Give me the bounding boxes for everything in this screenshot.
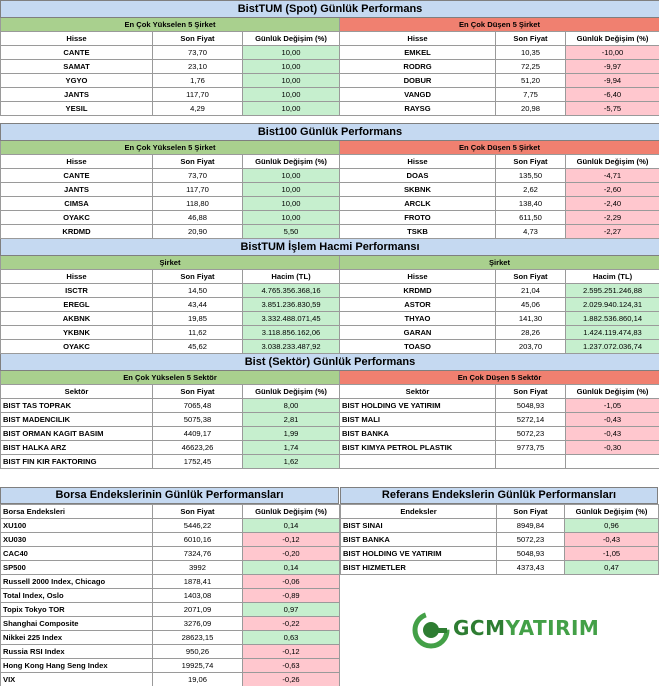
volume-volume: 3.038.233.487,92	[243, 340, 340, 354]
index-change: -0,06	[243, 575, 340, 589]
spot-price: 20,98	[496, 102, 566, 116]
volume-volume: 4.765.356.368,16	[243, 284, 340, 298]
index-name: XU030	[1, 533, 153, 547]
bist100-column-header-row	[1, 155, 659, 169]
sector-name: BIST TAS TOPRAK	[1, 399, 153, 413]
spot-change: -5,75	[566, 102, 659, 116]
volume-volume: 2.029.940.124,31	[566, 298, 659, 312]
sector-change: -1,05	[566, 399, 659, 413]
index-change: -0,63	[243, 659, 340, 673]
table-row	[341, 547, 659, 561]
table-row	[1, 46, 659, 60]
index-change: -1,05	[565, 547, 659, 561]
table-row	[1, 659, 340, 673]
sector-change: -0,43	[566, 427, 659, 441]
spot-price: 23,10	[153, 60, 243, 74]
bist100-price: 611,50	[496, 211, 566, 225]
sector-price: 7065,48	[153, 399, 243, 413]
sector-name: BIST ORMAN KAGIT BASIM	[1, 427, 153, 441]
spot-name: RODRG	[340, 60, 496, 74]
table-row	[1, 455, 659, 469]
index-change: 0,97	[243, 603, 340, 617]
bist100-name: TSKB	[340, 225, 496, 239]
index-price: 19925,74	[153, 659, 243, 673]
index-change: -0,26	[243, 673, 340, 686]
spot-column-header: Son Fiyat	[496, 32, 566, 46]
sector-column-header: Günlük Değişim (%)	[566, 385, 659, 399]
table-row	[1, 225, 659, 239]
index-name: Total Index, Oslo	[1, 589, 153, 603]
volume-volume: 1.237.072.036,74	[566, 340, 659, 354]
sector-change: -0,43	[566, 413, 659, 427]
table-row	[1, 312, 659, 326]
volume-price: 43,44	[153, 298, 243, 312]
gcm-logo-icon	[411, 610, 451, 650]
bist100-change: -2,29	[566, 211, 659, 225]
table-row	[341, 561, 659, 575]
borsa-column-header: Borsa Endeksleri	[1, 505, 153, 519]
spot-change: 10,00	[243, 46, 340, 60]
index-name: Topix Tokyo TOR	[1, 603, 153, 617]
spot-column-header: Günlük Değişim (%)	[243, 32, 340, 46]
volume-name: YKBNK	[1, 326, 153, 340]
spot-price: 117,70	[153, 88, 243, 102]
spot-change: -6,40	[566, 88, 659, 102]
bist100-price: 73,70	[153, 169, 243, 183]
index-price: 28623,15	[153, 631, 243, 645]
bist100-price: 20,90	[153, 225, 243, 239]
volume-price: 45,62	[153, 340, 243, 354]
spot-name: YESIL	[1, 102, 153, 116]
table-row	[1, 102, 659, 116]
volume-column-header: Hisse	[1, 270, 153, 284]
sector-name: BIST MALI	[340, 413, 496, 427]
referans-section	[340, 487, 658, 575]
index-price: 3276,09	[153, 617, 243, 631]
volume-column-header: Hacim (TL)	[243, 270, 340, 284]
sector-change: 8,00	[243, 399, 340, 413]
table-row	[1, 575, 340, 589]
sector-change	[566, 455, 659, 469]
bist100-change: -2,40	[566, 197, 659, 211]
table-row	[1, 519, 340, 533]
spot-name: YGYO	[1, 74, 153, 88]
index-price: 950,26	[153, 645, 243, 659]
volume-name: OYAKC	[1, 340, 153, 354]
volume-volume: 3.332.488.071,45	[243, 312, 340, 326]
spot-change: -9,94	[566, 74, 659, 88]
index-name: Shanghai Composite	[1, 617, 153, 631]
sector-name: BIST KIMYA PETROL PLASTIK	[340, 441, 496, 455]
bist100-column-header: Son Fiyat	[496, 155, 566, 169]
table-row	[1, 533, 340, 547]
table-row	[1, 399, 659, 413]
index-change: 0,47	[565, 561, 659, 575]
spot-change: 10,00	[243, 74, 340, 88]
index-price: 4373,43	[497, 561, 565, 575]
sector-price: 46623,26	[153, 441, 243, 455]
index-name: VIX	[1, 673, 153, 686]
spacer	[1, 116, 659, 124]
spot-change: 10,00	[243, 102, 340, 116]
volume-column-header: Son Fiyat	[153, 270, 243, 284]
sector-left-group-title: En Çok Yükselen 5 Sektör	[1, 371, 340, 385]
spot-column-header: Son Fiyat	[153, 32, 243, 46]
referans-column-header: Endeksler	[341, 505, 497, 519]
spot-column-header: Hisse	[340, 32, 496, 46]
spacer-row	[1, 116, 659, 124]
spot-name: DOBUR	[340, 74, 496, 88]
spot-title: BistTUM (Spot) Günlük Performans	[1, 1, 659, 18]
spot-price: 10,35	[496, 46, 566, 60]
index-name: Russell 2000 Index, Chicago	[1, 575, 153, 589]
bist100-price: 2,62	[496, 183, 566, 197]
index-price: 1403,08	[153, 589, 243, 603]
sector-change: 1,99	[243, 427, 340, 441]
sector-name: BIST FIN KIR FAKTORING	[1, 455, 153, 469]
index-name: SP500	[1, 561, 153, 575]
index-change: 0,96	[565, 519, 659, 533]
volume-price: 28,26	[496, 326, 566, 340]
table-row	[1, 60, 659, 74]
sector-name: BIST BANKA	[340, 427, 496, 441]
bist100-change: 10,00	[243, 211, 340, 225]
sector-name: BIST HALKA ARZ	[1, 441, 153, 455]
sector-price: 5048,93	[496, 399, 566, 413]
index-price: 3992	[153, 561, 243, 575]
bist100-right-group-title: En Çok Düşen 5 Şirket	[340, 141, 659, 155]
table-row	[1, 441, 659, 455]
table-row	[1, 561, 340, 575]
index-change: 0,14	[243, 561, 340, 575]
index-name: CAC40	[1, 547, 153, 561]
volume-name: AKBNK	[1, 312, 153, 326]
spot-name: RAYSG	[340, 102, 496, 116]
table-row	[1, 298, 659, 312]
index-price: 5446,22	[153, 519, 243, 533]
index-price: 5072,23	[497, 533, 565, 547]
sector-change: 2,81	[243, 413, 340, 427]
bist100-change: 10,00	[243, 197, 340, 211]
bist100-name: DOAS	[340, 169, 496, 183]
index-change: -0,20	[243, 547, 340, 561]
volume-left-group-title: Şirket	[1, 256, 340, 270]
table-row	[1, 673, 340, 686]
bist100-column-header: Hisse	[1, 155, 153, 169]
bist100-change: -4,71	[566, 169, 659, 183]
bist100-change: 10,00	[243, 169, 340, 183]
sector-change: 1,74	[243, 441, 340, 455]
sector-price: 5075,38	[153, 413, 243, 427]
sector-name: BIST HOLDING VE YATIRIM	[340, 399, 496, 413]
table-row	[1, 617, 340, 631]
spot-name: CANTE	[1, 46, 153, 60]
bist100-name: OYAKC	[1, 211, 153, 225]
sector-column-header: Son Fiyat	[496, 385, 566, 399]
volume-name: EREGL	[1, 298, 153, 312]
index-price: 1878,41	[153, 575, 243, 589]
sector-name: BIST MADENCILIK	[1, 413, 153, 427]
spot-change: 10,00	[243, 88, 340, 102]
borsa-column-header: Günlük Değişim (%)	[243, 505, 340, 519]
bist100-price: 138,40	[496, 197, 566, 211]
spot-name: EMKEL	[340, 46, 496, 60]
referans-column-header-row	[341, 505, 659, 519]
volume-price: 21,04	[496, 284, 566, 298]
bist100-name: KRDMD	[1, 225, 153, 239]
borsa-column-header: Son Fiyat	[153, 505, 243, 519]
volume-volume: 3.851.236.830,59	[243, 298, 340, 312]
table-row	[1, 211, 659, 225]
table-row	[1, 589, 340, 603]
bist100-name: ARCLK	[340, 197, 496, 211]
spot-price: 72,25	[496, 60, 566, 74]
bist100-name: FROTO	[340, 211, 496, 225]
volume-name: GARAN	[340, 326, 496, 340]
spot-change: -9,97	[566, 60, 659, 74]
volume-price: 11,62	[153, 326, 243, 340]
sector-price: 1752,45	[153, 455, 243, 469]
bist100-title-row	[1, 124, 659, 141]
volume-title: BistTUM İşlem Hacmi Performansı	[1, 239, 659, 256]
index-price: 8949,84	[497, 519, 565, 533]
index-price: 7324,76	[153, 547, 243, 561]
index-name: BIST HIZMETLER	[341, 561, 497, 575]
bist100-column-header: Günlük Değişim (%)	[243, 155, 340, 169]
sector-price: 5272,14	[496, 413, 566, 427]
bist100-name: SKBNK	[340, 183, 496, 197]
index-change: 0,14	[243, 519, 340, 533]
spot-name: JANTS	[1, 88, 153, 102]
table-row	[1, 631, 340, 645]
table-row	[1, 547, 340, 561]
volume-right-group-title: Şirket	[340, 256, 659, 270]
bist100-change: -2,60	[566, 183, 659, 197]
spot-change: 10,00	[243, 60, 340, 74]
table-row	[1, 645, 340, 659]
index-change: 0,63	[243, 631, 340, 645]
bist100-price: 135,50	[496, 169, 566, 183]
index-name: Nikkei 225 Index	[1, 631, 153, 645]
index-change: -0,12	[243, 533, 340, 547]
sector-price: 9773,75	[496, 441, 566, 455]
bist100-column-header: Günlük Değişim (%)	[566, 155, 659, 169]
referans-column-header: Son Fiyat	[497, 505, 565, 519]
spot-price: 51,20	[496, 74, 566, 88]
sector-price: 4409,17	[153, 427, 243, 441]
sector-column-header-row	[1, 385, 659, 399]
spot-group-header-row	[1, 18, 659, 32]
spot-column-header: Hisse	[1, 32, 153, 46]
sector-column-header: Sektör	[340, 385, 496, 399]
bist100-name: JANTS	[1, 183, 153, 197]
bist100-name: CANTE	[1, 169, 153, 183]
index-name: BIST BANKA	[341, 533, 497, 547]
sector-column-header: Son Fiyat	[153, 385, 243, 399]
sector-right-group-title: En Çok Düşen 5 Sektör	[340, 371, 659, 385]
sector-price	[496, 455, 566, 469]
spot-column-header-row	[1, 32, 659, 46]
table-row	[1, 183, 659, 197]
bist100-price: 4,73	[496, 225, 566, 239]
index-name: BIST SINAI	[341, 519, 497, 533]
volume-column-header: Hacim (TL)	[566, 270, 659, 284]
index-name: Hong Kong Hang Seng Index	[1, 659, 153, 673]
sector-column-header: Sektör	[1, 385, 153, 399]
sector-change: 1,62	[243, 455, 340, 469]
index-change: -0,43	[565, 533, 659, 547]
index-price: 19,06	[153, 673, 243, 686]
bist100-change: 5,50	[243, 225, 340, 239]
spot-title-row	[1, 1, 659, 18]
table-row	[1, 326, 659, 340]
volume-group-header-row	[1, 256, 659, 270]
sector-group-header-row	[1, 371, 659, 385]
spot-price: 1,76	[153, 74, 243, 88]
volume-volume: 2.595.251.246,88	[566, 284, 659, 298]
table-row	[341, 533, 659, 547]
borsa-title: Borsa Endekslerinin Günlük Performansları	[0, 487, 339, 504]
volume-column-header: Hisse	[340, 270, 496, 284]
index-change: -0,22	[243, 617, 340, 631]
table-row	[1, 340, 659, 354]
table-row	[1, 603, 340, 617]
volume-name: TOASO	[340, 340, 496, 354]
volume-price: 203,70	[496, 340, 566, 354]
borsa-column-header-row	[1, 505, 340, 519]
bist100-change: -2,27	[566, 225, 659, 239]
spot-change: -10,00	[566, 46, 659, 60]
bist100-group-header-row	[1, 141, 659, 155]
table-row	[341, 519, 659, 533]
table-row	[1, 284, 659, 298]
sector-change: -0,30	[566, 441, 659, 455]
volume-price: 14,50	[153, 284, 243, 298]
referans-column-header: Günlük Değişim (%)	[565, 505, 659, 519]
table-row	[1, 74, 659, 88]
gcm-logo	[411, 610, 601, 650]
table-row	[1, 413, 659, 427]
table-row	[1, 169, 659, 183]
spot-left-group-title: En Çok Yükselen 5 Şirket	[1, 18, 340, 32]
spot-column-header: Günlük Değişim (%)	[566, 32, 659, 46]
spot-price: 73,70	[153, 46, 243, 60]
sector-price: 5072,23	[496, 427, 566, 441]
volume-volume: 3.118.856.162,06	[243, 326, 340, 340]
spot-price: 7,75	[496, 88, 566, 102]
index-name: XU100	[1, 519, 153, 533]
volume-price: 45,06	[496, 298, 566, 312]
volume-name: THYAO	[340, 312, 496, 326]
bist100-price: 118,80	[153, 197, 243, 211]
bist100-change: 10,00	[243, 183, 340, 197]
volume-price: 19,85	[153, 312, 243, 326]
volume-price: 141,30	[496, 312, 566, 326]
volume-name: ISCTR	[1, 284, 153, 298]
index-name: Russia RSI Index	[1, 645, 153, 659]
volume-column-header-row	[1, 270, 659, 284]
bist100-column-header: Son Fiyat	[153, 155, 243, 169]
index-change: -0,89	[243, 589, 340, 603]
borsa-table	[0, 504, 340, 686]
bist100-left-group-title: En Çok Yükselen 5 Şirket	[1, 141, 340, 155]
gcm-logo-text: GCMYATIRIM	[453, 616, 600, 640]
bist100-column-header: Hisse	[340, 155, 496, 169]
referans-table	[340, 504, 659, 575]
index-price: 6010,16	[153, 533, 243, 547]
volume-name: ASTOR	[340, 298, 496, 312]
borsa-section	[0, 487, 339, 686]
table-row	[1, 88, 659, 102]
spot-price: 4,29	[153, 102, 243, 116]
bist100-name: CIMSA	[1, 197, 153, 211]
sector-title-row	[1, 354, 659, 371]
referans-title: Referans Endekslerin Günlük Performansları	[340, 487, 658, 504]
table-row	[1, 427, 659, 441]
bist100-title: Bist100 Günlük Performans	[1, 124, 659, 141]
volume-name: KRDMD	[340, 284, 496, 298]
sector-title: Bist (Sektör) Günlük Performans	[1, 354, 659, 371]
bist100-price: 117,70	[153, 183, 243, 197]
spot-name: SAMAT	[1, 60, 153, 74]
index-change: -0,12	[243, 645, 340, 659]
bist100-price: 46,88	[153, 211, 243, 225]
sector-column-header: Günlük Değişim (%)	[243, 385, 340, 399]
volume-column-header: Son Fiyat	[496, 270, 566, 284]
spot-right-group-title: En Çok Düşen 5 Şirket	[340, 18, 659, 32]
volume-volume: 1.882.536.860,14	[566, 312, 659, 326]
table-row	[1, 197, 659, 211]
index-name: BIST HOLDING VE YATIRIM	[341, 547, 497, 561]
volume-title-row	[1, 239, 659, 256]
index-price: 5048,93	[497, 547, 565, 561]
volume-volume: 1.424.119.474,83	[566, 326, 659, 340]
index-price: 2071,09	[153, 603, 243, 617]
spot-name: VANGD	[340, 88, 496, 102]
sector-name	[340, 455, 496, 469]
